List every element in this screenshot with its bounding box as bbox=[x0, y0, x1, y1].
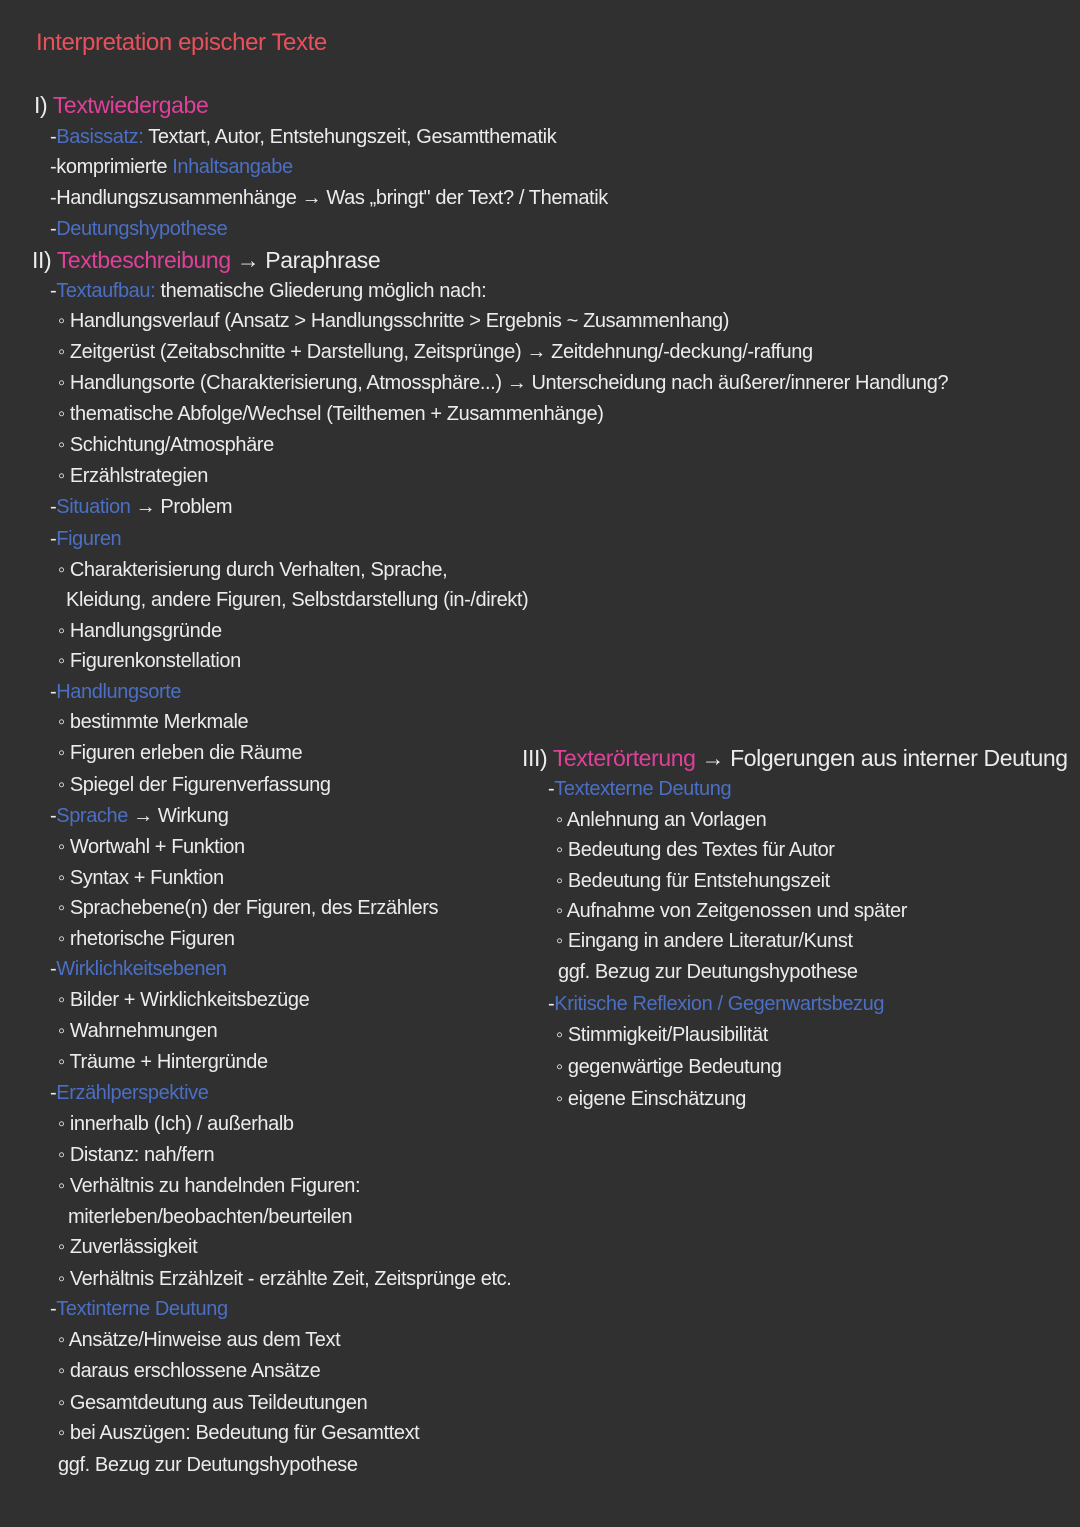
heading-text: Textwiedergabe bbox=[52, 92, 209, 118]
subheading-text: Sprache bbox=[56, 805, 128, 827]
page-title bbox=[36, 30, 327, 56]
note-line bbox=[58, 1420, 419, 1446]
note-line bbox=[58, 401, 603, 427]
note-line bbox=[556, 1022, 768, 1048]
note-line bbox=[58, 1266, 511, 1292]
note-text: ◦ thematische Abfolge/Wechsel (Teilthemen + Zusammenhänge) bbox=[58, 403, 604, 425]
subheading-text: Deutungshypothese bbox=[56, 218, 228, 240]
note-text: ◦ Eingang in andere Literatur/Kunst bbox=[556, 930, 853, 952]
note-line bbox=[58, 557, 447, 583]
subheading-text: Inhaltsangabe bbox=[172, 156, 293, 178]
note-line bbox=[58, 1358, 320, 1384]
note-text: → Folgerungen aus interner Deutung bbox=[695, 745, 1068, 771]
note-line bbox=[556, 837, 835, 863]
note-text: miterleben/beobachten/beurteilen bbox=[68, 1206, 353, 1228]
subheading-text: Handlungsorte bbox=[56, 681, 182, 703]
note-line bbox=[50, 124, 556, 150]
note-text: → Paraphrase bbox=[230, 247, 381, 273]
note-line bbox=[50, 278, 486, 304]
heading-text: Textbeschreibung bbox=[56, 247, 231, 273]
note-text: - bbox=[50, 1082, 57, 1104]
note-text: ◦ eigene Einschätzung bbox=[556, 1088, 746, 1110]
note-text: - bbox=[50, 958, 57, 980]
note-line bbox=[58, 618, 222, 644]
note-text: - bbox=[50, 805, 57, 827]
note-line bbox=[58, 370, 948, 396]
note-text: ◦ Bedeutung für Entstehungszeit bbox=[556, 870, 830, 892]
note-text: ◦ Erzählstrategien bbox=[58, 465, 208, 487]
note-line bbox=[58, 1234, 197, 1260]
note-text: ◦ Ansätze/Hinweise aus dem Text bbox=[58, 1329, 341, 1351]
note-line bbox=[50, 185, 608, 211]
note-line bbox=[58, 432, 274, 458]
section-heading bbox=[32, 247, 380, 273]
subheading-text: Textinterne Deutung bbox=[56, 1298, 228, 1320]
note-text: ◦ Gesamtdeutung aus Teildeutungen bbox=[58, 1392, 368, 1414]
note-text: - bbox=[548, 993, 555, 1015]
note-line bbox=[58, 772, 331, 798]
note-text: Textart, Autor, Entstehungszeit, Gesamtthematik bbox=[148, 126, 557, 148]
note-line bbox=[58, 895, 438, 921]
note-text: - bbox=[50, 496, 57, 518]
note-text: ◦ Handlungsorte (Charakterisierung, Atmossphäre...) → Unterscheidung nach äußerer/innerer Handlung? bbox=[58, 372, 949, 394]
note-text: ◦ Schichtung/Atmosphäre bbox=[58, 434, 274, 456]
subheading-text: Textaufbau: bbox=[56, 280, 161, 302]
note-text: ◦ Bedeutung des Textes für Autor bbox=[556, 839, 835, 861]
note-line bbox=[556, 928, 853, 954]
note-text: - bbox=[50, 528, 57, 550]
note-text: III) bbox=[522, 745, 553, 771]
note-text: ◦ Sprachebene(n) der Figuren, des Erzählers bbox=[58, 897, 439, 919]
note-line bbox=[50, 956, 227, 982]
note-text: ◦ Handlungsgründe bbox=[58, 620, 222, 642]
note-text: - bbox=[50, 126, 57, 148]
note-text: ◦ Verhältnis Erzählzeit - erzählte Zeit, Zeitsprünge etc. bbox=[58, 1268, 512, 1290]
note-line bbox=[58, 1142, 214, 1168]
note-line bbox=[58, 1390, 367, 1416]
note-text: ◦ Wahrnehmungen bbox=[58, 1020, 218, 1042]
note-text: ◦ gegenwärtige Bedeutung bbox=[556, 1056, 782, 1078]
subheading-text: Kritische Reflexion / Gegenwartsbezug bbox=[554, 993, 885, 1015]
note-line bbox=[58, 648, 241, 674]
note-text: II) bbox=[32, 247, 57, 273]
note-line bbox=[58, 463, 208, 489]
note-text: ◦ Distanz: nah/fern bbox=[58, 1144, 215, 1166]
note-line bbox=[50, 803, 228, 829]
subheading-text: Wirklichkeitsebenen bbox=[56, 958, 227, 980]
note-text: Interpretation epischer Texte bbox=[36, 29, 327, 56]
note-line bbox=[556, 898, 907, 924]
note-line bbox=[556, 807, 766, 833]
note-text: - bbox=[50, 218, 57, 240]
note-text: Kleidung, andere Figuren, Selbstdarstellung (in-/direkt) bbox=[66, 589, 529, 611]
note-text: ◦ Bilder + Wirklichkeitsbezüge bbox=[58, 989, 310, 1011]
note-text: ◦ Wortwahl + Funktion bbox=[58, 836, 245, 858]
note-line bbox=[556, 1086, 746, 1112]
note-text: ◦ Stimmigkeit/Plausibilität bbox=[556, 1024, 768, 1046]
note-line bbox=[548, 776, 731, 802]
note-line bbox=[50, 1080, 208, 1106]
note-text: ◦ rhetorische Figuren bbox=[58, 928, 235, 950]
note-line bbox=[58, 339, 813, 365]
note-line bbox=[58, 1452, 358, 1478]
note-text: ◦ innerhalb (Ich) / außerhalb bbox=[58, 1113, 294, 1135]
heading-text: Texterörterung bbox=[552, 745, 696, 771]
note-text: I) bbox=[34, 92, 53, 118]
note-text: ◦ Zeitgerüst (Zeitabschnitte + Darstellung, Zeitsprünge) → Zeitdehnung/-deckung/-raffung bbox=[58, 341, 813, 363]
section-heading bbox=[522, 745, 1068, 771]
subheading-text: Figuren bbox=[56, 528, 122, 550]
note-text: → Wirkung bbox=[127, 805, 229, 827]
note-line bbox=[58, 834, 245, 860]
note-line bbox=[58, 1173, 360, 1199]
subheading-text: Situation bbox=[56, 496, 131, 518]
note-line bbox=[58, 1111, 294, 1137]
note-text: ◦ Syntax + Funktion bbox=[58, 867, 224, 889]
note-line bbox=[58, 308, 729, 334]
note-line bbox=[58, 709, 248, 735]
note-line bbox=[556, 1054, 781, 1080]
note-text: ◦ Träume + Hintergründe bbox=[58, 1051, 268, 1073]
note-line bbox=[58, 865, 224, 891]
note-text: ◦ Charakterisierung durch Verhalten, Sprache, bbox=[58, 559, 448, 581]
note-text: ◦ Figuren erleben die Räume bbox=[58, 742, 303, 764]
note-text: ◦ Verhältnis zu handelnden Figuren: bbox=[58, 1175, 361, 1197]
note-text: ggf. Bezug zur Deutungshypothese bbox=[558, 961, 858, 983]
note-line bbox=[50, 1296, 228, 1322]
section-heading bbox=[34, 92, 208, 118]
subheading-text: Basissatz: bbox=[56, 126, 149, 148]
note-line bbox=[58, 1327, 340, 1353]
note-line bbox=[558, 959, 858, 985]
note-text: thematische Gliederung möglich nach: bbox=[160, 280, 487, 302]
note-text: ggf. Bezug zur Deutungshypothese bbox=[58, 1454, 358, 1476]
note-text: ◦ Zuverlässigkeit bbox=[58, 1236, 198, 1258]
note-text: - bbox=[50, 681, 57, 703]
note-line bbox=[50, 494, 232, 520]
note-line bbox=[58, 926, 235, 952]
note-text: ◦ bestimmte Merkmale bbox=[58, 711, 249, 733]
note-text: ◦ daraus erschlossene Ansätze bbox=[58, 1360, 321, 1382]
note-text: → Problem bbox=[130, 496, 233, 518]
note-line bbox=[50, 216, 227, 242]
note-line bbox=[58, 1049, 268, 1075]
note-line bbox=[68, 1204, 352, 1230]
note-line bbox=[50, 526, 121, 552]
note-line bbox=[548, 991, 884, 1017]
note-line bbox=[556, 868, 830, 894]
note-text: ◦ Spiegel der Figurenverfassung bbox=[58, 774, 331, 796]
note-text: -Handlungszusammenhänge → Was „bringt" der Text? / Thematik bbox=[50, 187, 608, 209]
note-line bbox=[50, 154, 293, 180]
subheading-text: Erzählperspektive bbox=[56, 1082, 209, 1104]
note-line bbox=[58, 987, 309, 1013]
note-text: ◦ Handlungsverlauf (Ansatz > Handlungsschritte > Ergebnis ~ Zusammenhang) bbox=[58, 310, 730, 332]
note-line bbox=[66, 587, 528, 613]
note-text: ◦ Anlehnung an Vorlagen bbox=[556, 809, 767, 831]
note-line bbox=[58, 740, 302, 766]
note-text: - bbox=[50, 1298, 57, 1320]
note-text: ◦ Figurenkonstellation bbox=[58, 650, 241, 672]
note-text: ◦ bei Auszügen: Bedeutung für Gesamttext bbox=[58, 1422, 420, 1444]
note-text: - bbox=[548, 778, 555, 800]
subheading-text: Textexterne Deutung bbox=[554, 778, 732, 800]
note-line bbox=[50, 679, 181, 705]
note-line bbox=[58, 1018, 217, 1044]
note-text: ◦ Aufnahme von Zeitgenossen und später bbox=[556, 900, 908, 922]
note-text: -komprimierte bbox=[50, 156, 173, 178]
note-text: - bbox=[50, 280, 57, 302]
